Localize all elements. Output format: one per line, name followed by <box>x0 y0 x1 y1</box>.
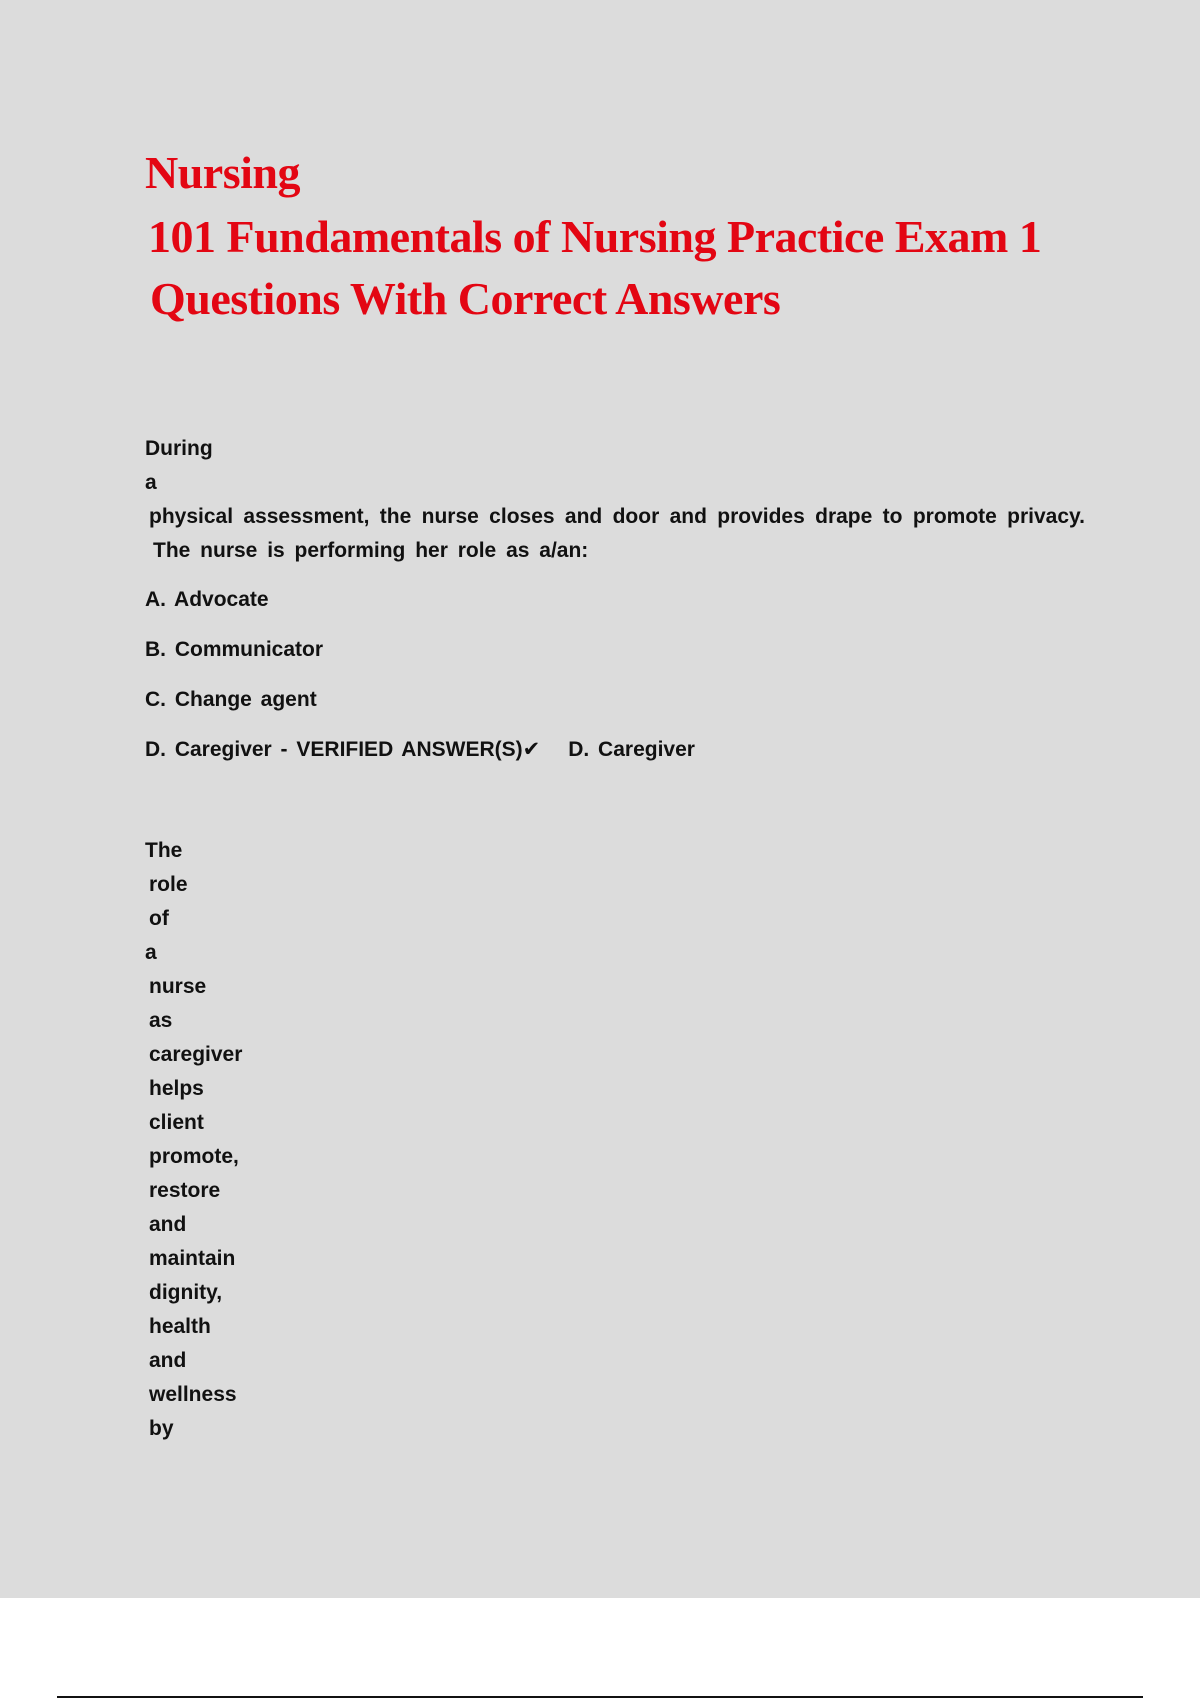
question-2-word: caregiver <box>149 1043 243 1066</box>
footer-rule <box>57 1696 1143 1698</box>
option-c: C. Change agent <box>145 688 317 711</box>
option-a: A. Advocate <box>145 588 269 611</box>
document-title-line-1: Nursing <box>145 147 300 198</box>
question-2-stem <box>145 834 1085 1446</box>
question-2-word: and <box>149 1349 187 1372</box>
question-2-word: helps <box>149 1077 204 1100</box>
stem-word: During <box>145 437 213 460</box>
document-title-line-3: Questions With Correct Answers <box>150 273 781 324</box>
question-2-word: The <box>145 839 183 862</box>
stem-word: a <box>145 471 157 494</box>
option-b: B. Communicator <box>145 638 324 661</box>
question-1-options <box>145 583 695 783</box>
question-2-word: by <box>149 1417 174 1440</box>
document-title-line-2: 101 Fundamentals of Nursing Practice Exam 1 <box>148 211 1042 262</box>
question-2-word: maintain <box>149 1247 236 1270</box>
question-2-word: role <box>149 873 188 896</box>
stem-tail: The nurse is performing her role as a/an: <box>153 539 589 562</box>
question-1-stem <box>145 432 1085 568</box>
question-2-word: client <box>149 1111 204 1134</box>
question-2-word: a <box>145 941 157 964</box>
verified-answer: D. Caregiver <box>568 738 695 761</box>
option-d-label: D. Caregiver - VERIFIED ANSWER(S)✔ <box>145 738 541 761</box>
option-d <box>145 733 695 767</box>
question-2-word: of <box>149 907 169 930</box>
question-2-word: restore <box>149 1179 221 1202</box>
question-2-word: promote, <box>149 1145 239 1168</box>
question-2-word: as <box>149 1009 173 1032</box>
question-2-word: health <box>149 1315 211 1338</box>
stem-line: physical assessment, the nurse closes and door and provides drape to promote privacy. <box>149 505 1085 528</box>
question-2-word: and <box>149 1213 187 1236</box>
question-2-word: wellness <box>149 1383 237 1406</box>
question-2-word: nurse <box>149 975 207 998</box>
question-2-word: dignity, <box>149 1281 223 1304</box>
